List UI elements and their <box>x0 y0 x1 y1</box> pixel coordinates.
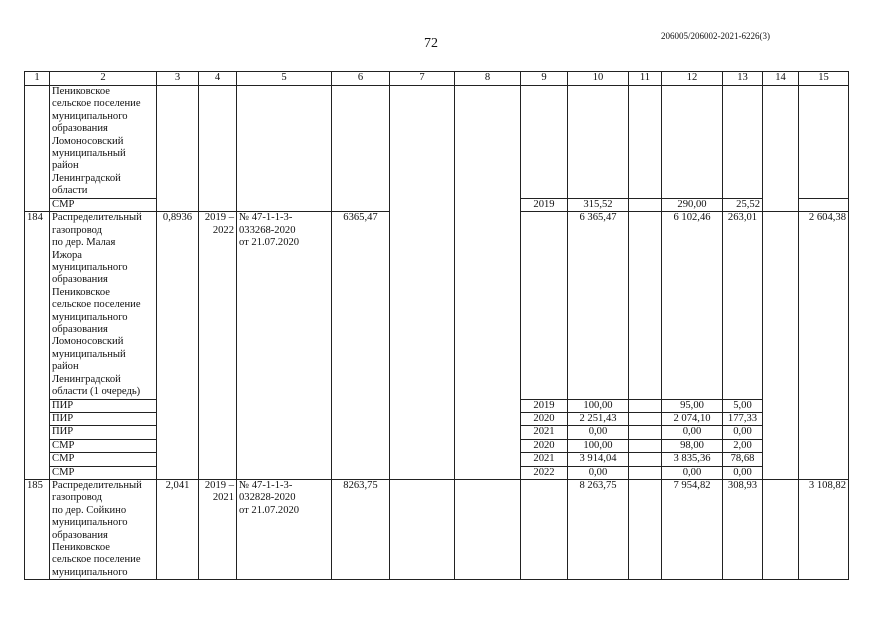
object-name: Пениковское сельское поселение муниципального образования Ломоносовский муниципальный район Ленинградской области <box>50 86 157 199</box>
length-cell: 0,8936 <box>157 212 199 480</box>
value-cell: 2 074,10 <box>662 412 723 425</box>
stage-label: СМР <box>50 466 157 479</box>
value-cell: 98,00 <box>662 439 723 452</box>
value-cell: 3 108,82 <box>799 479 849 579</box>
value-cell: 177,33 <box>723 412 763 425</box>
header-cell: 9 <box>521 72 568 86</box>
header-cell: 2 <box>50 72 157 86</box>
value-cell: 263,01 <box>723 212 763 399</box>
header-cell: 5 <box>237 72 332 86</box>
stage-label: ПИР <box>50 426 157 439</box>
value-cell: 100,00 <box>568 399 629 412</box>
value-cell: 0,00 <box>662 466 723 479</box>
stage-label: ПИР <box>50 412 157 425</box>
year-cell: 2021 <box>521 426 568 439</box>
header-cell: 3 <box>157 72 199 86</box>
value-cell: 100,00 <box>568 439 629 452</box>
header-cell: 14 <box>763 72 799 86</box>
object-name: Распределительный газопровод по дер. Сойкино муниципального образования Пениковское сельское поселение муниципального <box>50 479 157 579</box>
value-cell: 290,00 <box>662 199 723 212</box>
header-cell: 15 <box>799 72 849 86</box>
cost-cell: 6365,47 <box>332 212 390 480</box>
year-cell: 2019 <box>521 199 568 212</box>
value-cell: 0,00 <box>723 426 763 439</box>
value-cell: 95,00 <box>662 399 723 412</box>
document-code: 206005/206002-2021-6226(3) <box>661 31 770 41</box>
value-cell: 308,93 <box>723 479 763 579</box>
period-cell: 2019 – 2022 <box>199 212 237 480</box>
length-cell: 2,041 <box>157 479 199 579</box>
total-cell: 8 263,75 <box>568 479 629 579</box>
header-cell: 7 <box>390 72 455 86</box>
value-cell: 7 954,82 <box>662 479 723 579</box>
header-row <box>25 72 849 86</box>
year-cell: 2020 <box>521 412 568 425</box>
continued-row <box>25 86 849 199</box>
value-cell: 5,00 <box>723 399 763 412</box>
year-cell: 2022 <box>521 466 568 479</box>
stage-label: СМР <box>50 453 157 466</box>
header-cell: 4 <box>199 72 237 86</box>
row-number: 185 <box>25 479 50 579</box>
value-cell: 25,52 <box>723 199 763 212</box>
value-cell: 2 251,43 <box>568 412 629 425</box>
expertise-cell: № 47-1-1-3- 033268-2020 от 21.07.2020 <box>237 212 332 480</box>
cost-cell: 8263,75 <box>332 479 390 579</box>
stage-label: СМР <box>50 199 157 212</box>
header-cell: 6 <box>332 72 390 86</box>
stage-label: СМР <box>50 439 157 452</box>
year-cell: 2019 <box>521 399 568 412</box>
expertise-cell: № 47-1-1-3- 032828-2020 от 21.07.2020 <box>237 479 332 579</box>
value-cell: 3 835,36 <box>662 453 723 466</box>
value-cell: 0,00 <box>568 426 629 439</box>
row-number: 184 <box>25 212 50 480</box>
total-cell: 6 365,47 <box>568 212 629 399</box>
object-name: Распределительный газопровод по дер. Малая Ижора муниципального образования Пениковское сельское поселение муниципального образования Ломоносовский муниципальный район Ленинградской области (1 очередь) <box>50 212 157 399</box>
header-cell: 8 <box>455 72 521 86</box>
period-cell: 2019 – 2021 <box>199 479 237 579</box>
header-cell: 11 <box>629 72 662 86</box>
cell-num <box>25 86 50 212</box>
value-cell: 0,00 <box>568 466 629 479</box>
year-cell: 2020 <box>521 439 568 452</box>
value-cell: 2 604,38 <box>799 212 849 480</box>
header-cell: 12 <box>662 72 723 86</box>
table-row-185 <box>25 479 849 579</box>
budget-table <box>24 71 849 580</box>
value-cell: 2,00 <box>723 439 763 452</box>
value-cell: 315,52 <box>568 199 629 212</box>
value-cell: 0,00 <box>723 466 763 479</box>
value-cell: 78,68 <box>723 453 763 466</box>
value-cell: 0,00 <box>662 426 723 439</box>
year-cell: 2021 <box>521 453 568 466</box>
page-number: 72 <box>424 36 438 51</box>
header-cell: 10 <box>568 72 629 86</box>
value-cell: 6 102,46 <box>662 212 723 399</box>
value-cell: 3 914,04 <box>568 453 629 466</box>
header-cell: 1 <box>25 72 50 86</box>
stage-label: ПИР <box>50 399 157 412</box>
header-cell: 13 <box>723 72 763 86</box>
